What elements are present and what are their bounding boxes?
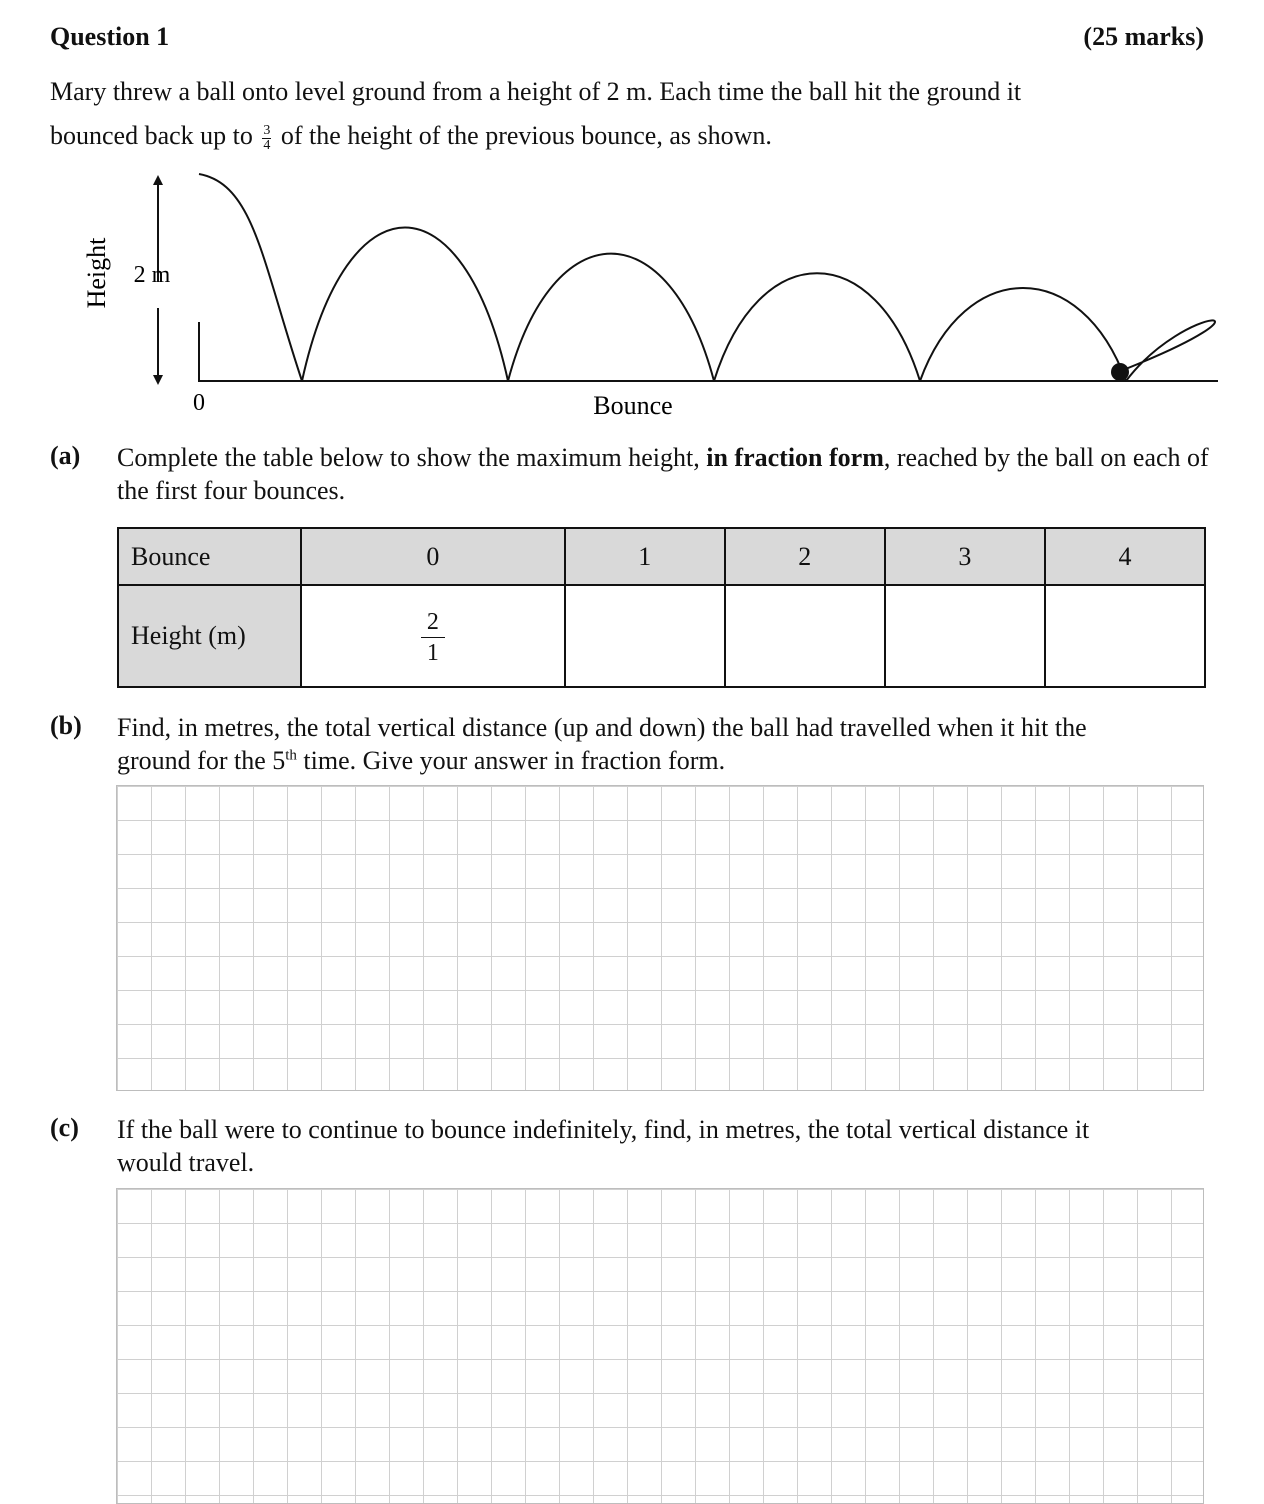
part-b-line-2-after: time. Give your answer in fraction form.	[296, 746, 726, 775]
bounce-arc	[714, 273, 920, 381]
intro-text-before: bounced back up to	[50, 121, 253, 150]
intro-line-1: Mary threw a ball onto level ground from a height of 2 m. Each time the ball hit the ground it	[50, 77, 1022, 106]
height-0-numerator: 2	[421, 609, 445, 638]
part-b-superscript: th	[285, 747, 297, 764]
intro-line-2	[50, 114, 1220, 158]
part-a-label: (a)	[50, 441, 81, 470]
bounce-arc	[1118, 320, 1215, 381]
heights-table	[117, 527, 1206, 688]
part-b-answer-grid[interactable]	[116, 785, 1204, 1091]
question-marks: (25 marks)	[1083, 22, 1204, 51]
question-title: Question 1	[50, 22, 170, 51]
bounce-arc	[920, 288, 1126, 381]
part-c-answer-grid[interactable]	[116, 1188, 1204, 1504]
bounce-3-cell: 3	[885, 528, 1045, 585]
origin-label: 0	[193, 390, 205, 416]
part-c-text	[117, 1113, 1217, 1179]
height-header-cell: Height (m)	[118, 585, 301, 687]
ratio-numerator: 3	[263, 122, 271, 138]
ratio-fraction	[262, 124, 271, 153]
height-3-answer-cell[interactable]	[885, 585, 1045, 687]
height-4-answer-cell[interactable]	[1045, 585, 1205, 687]
part-a-text-bold: in fraction form	[706, 443, 884, 472]
part-a-text	[117, 441, 1217, 507]
part-b-line-2	[117, 744, 1217, 777]
intro-text-after: of the height of the previous bounce, as shown.	[280, 121, 772, 150]
question-intro	[50, 70, 1220, 158]
bounce-1-cell: 1	[565, 528, 725, 585]
part-b-line-2-before: ground for the 5	[117, 746, 286, 775]
ratio-denominator: 4	[263, 137, 271, 153]
height-2-answer-cell[interactable]	[725, 585, 885, 687]
part-c-label: (c)	[50, 1113, 79, 1142]
table-row-bounce	[118, 528, 1205, 585]
part-b-text	[117, 711, 1217, 777]
height-0-fraction	[421, 609, 445, 666]
bounce-axis-label: Bounce	[593, 391, 673, 420]
part-c-line-1: If the ball were to continue to bounce indefinitely, find, in metres, the total vertical distance it	[117, 1115, 1090, 1144]
height-axis-label: Height	[82, 237, 111, 309]
part-b-label: (b)	[50, 711, 82, 740]
bounce-diagram	[0, 160, 1264, 425]
height-0-cell	[301, 585, 565, 687]
part-b-line-1: Find, in metres, the total vertical distance (up and down) the ball had travelled when it hit the	[117, 713, 1087, 742]
ball	[1111, 363, 1129, 381]
height-0-denominator: 1	[426, 640, 439, 666]
part-a-text-after: , reached by the ball on each of the first four bounces.	[117, 443, 1209, 505]
bounce-arc	[302, 227, 508, 381]
bounce-0-cell: 0	[301, 528, 565, 585]
bounce-paths	[199, 174, 1215, 381]
height-value-label: 2 m	[133, 262, 171, 288]
bounce-header-cell: Bounce	[118, 528, 301, 585]
bounce-2-cell: 2	[725, 528, 885, 585]
bounce-4-cell: 4	[1045, 528, 1205, 585]
part-a-text-before: Complete the table below to show the maximum height,	[117, 443, 700, 472]
height-1-answer-cell[interactable]	[565, 585, 725, 687]
bounce-arc	[508, 254, 714, 381]
table-row-height	[118, 585, 1205, 687]
part-c-line-2: would travel.	[117, 1148, 255, 1177]
drop-path	[199, 174, 302, 381]
